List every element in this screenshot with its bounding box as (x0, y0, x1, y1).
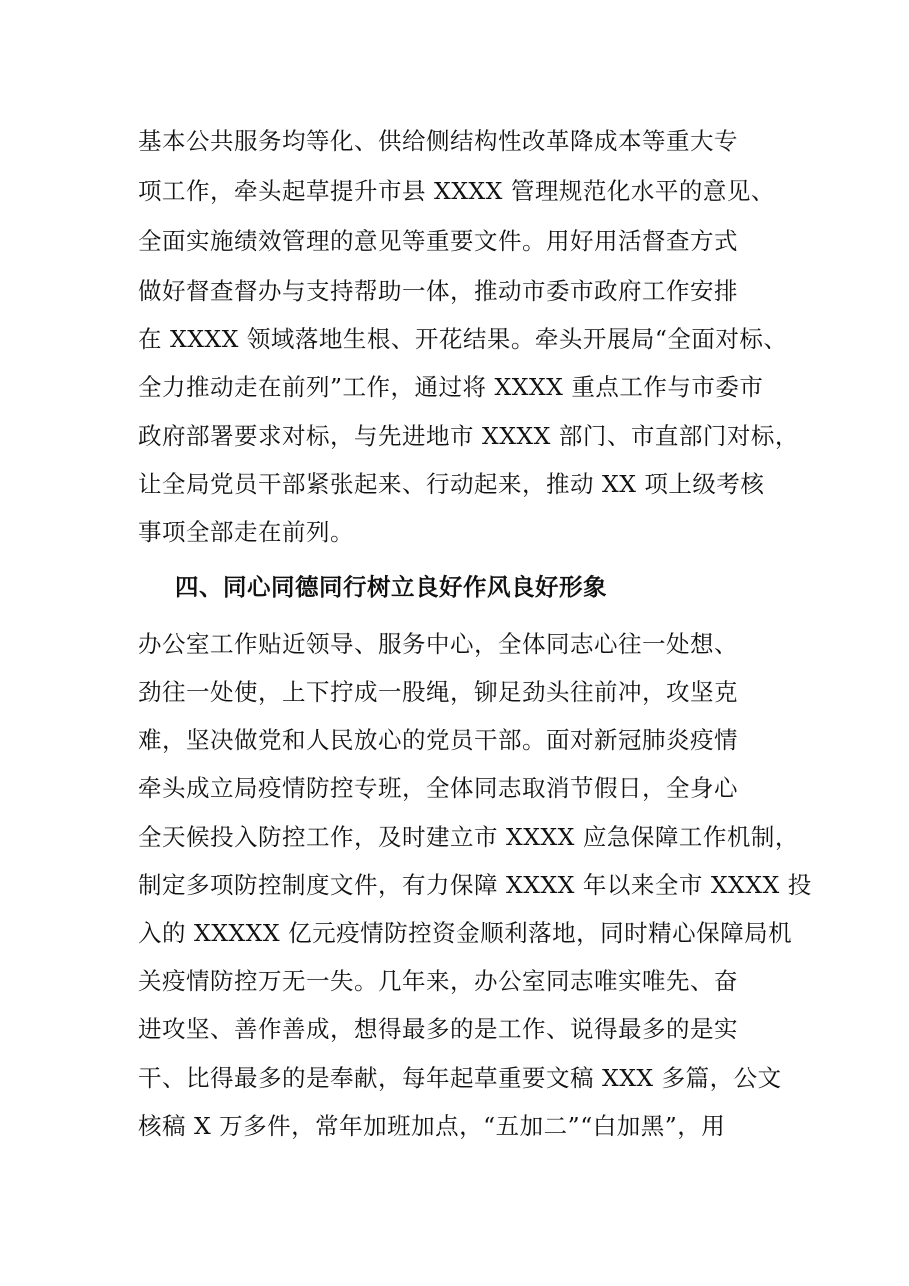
paragraph-1-line-5: 在 XXXX 领域落地生根、开花结果。牵头开展局“全面对标、 (138, 325, 788, 353)
paragraph-2-line-10: 干、比得最多的是奉献，每年起草重要文稿 XXX 多篇，公文 (138, 1064, 782, 1092)
paragraph-2-line-4: 牵头成立局疫情防控专班，全体同志取消节假日，全身心 (138, 774, 738, 802)
paragraph-2-line-1: 办公室工作贴近领导、服务中心，全体同志心往一处想、 (138, 630, 738, 658)
paragraph-2-line-2: 劲往一处使，上下拧成一股绳，铆足劲头往前冲，攻坚克 (138, 678, 738, 706)
paragraph-1-line-8: 让全局党员干部紧张起来、行动起来，推动 XX 项上级考核 (138, 470, 765, 498)
section-heading: 四、同心同德同行树立良好作风良好形象 (175, 573, 607, 601)
paragraph-2-line-7: 入的 XXXXX 亿元疫情防控资金顺利落地，同时精心保障局机 (138, 919, 793, 947)
paragraph-1-line-6: 全力推动走在前列”工作，通过将 XXXX 重点工作与市委市 (138, 373, 764, 401)
paragraph-2-line-11: 核稿 X 万多件，常年加班加点，“五加二”“白加黑”，用 (138, 1112, 726, 1140)
paragraph-1-line-4: 做好督查督办与支持帮助一体，推动市委市政府工作安排 (138, 277, 738, 305)
paragraph-1-line-9: 事项全部走在前列。 (138, 518, 354, 546)
paragraph-2-line-6: 制定多项防控制度文件，有力保障 XXXX 年以来全市 XXXX 投 (138, 871, 812, 899)
paragraph-2-line-8: 关疫情防控万无一失。几年来，办公室同志唯实唯先、奋 (138, 967, 738, 995)
paragraph-2-line-9: 进攻坚、善作善成，想得最多的是工作、说得最多的是实 (138, 1015, 738, 1043)
paragraph-1-line-7: 政府部署要求对标，与先进地市 XXXX 部门、市直部门对标， (138, 422, 799, 450)
paragraph-1-line-2: 项工作，牵头起草提升市县 XXXX 管理规范化水平的意见、 (138, 177, 775, 205)
paragraph-2-line-3: 难，坚决做党和人民放心的党员干部。面对新冠肺炎疫情 (138, 726, 738, 754)
paragraph-1-line-3: 全面实施绩效管理的意见等重要文件。用好用活督查方式 (138, 227, 738, 255)
paragraph-2-line-5: 全天候投入防控工作，及时建立市 XXXX 应急保障工作机制， (138, 823, 799, 851)
paragraph-1-line-1: 基本公共服务均等化、供给侧结构性改革降成本等重大专 (138, 127, 738, 155)
